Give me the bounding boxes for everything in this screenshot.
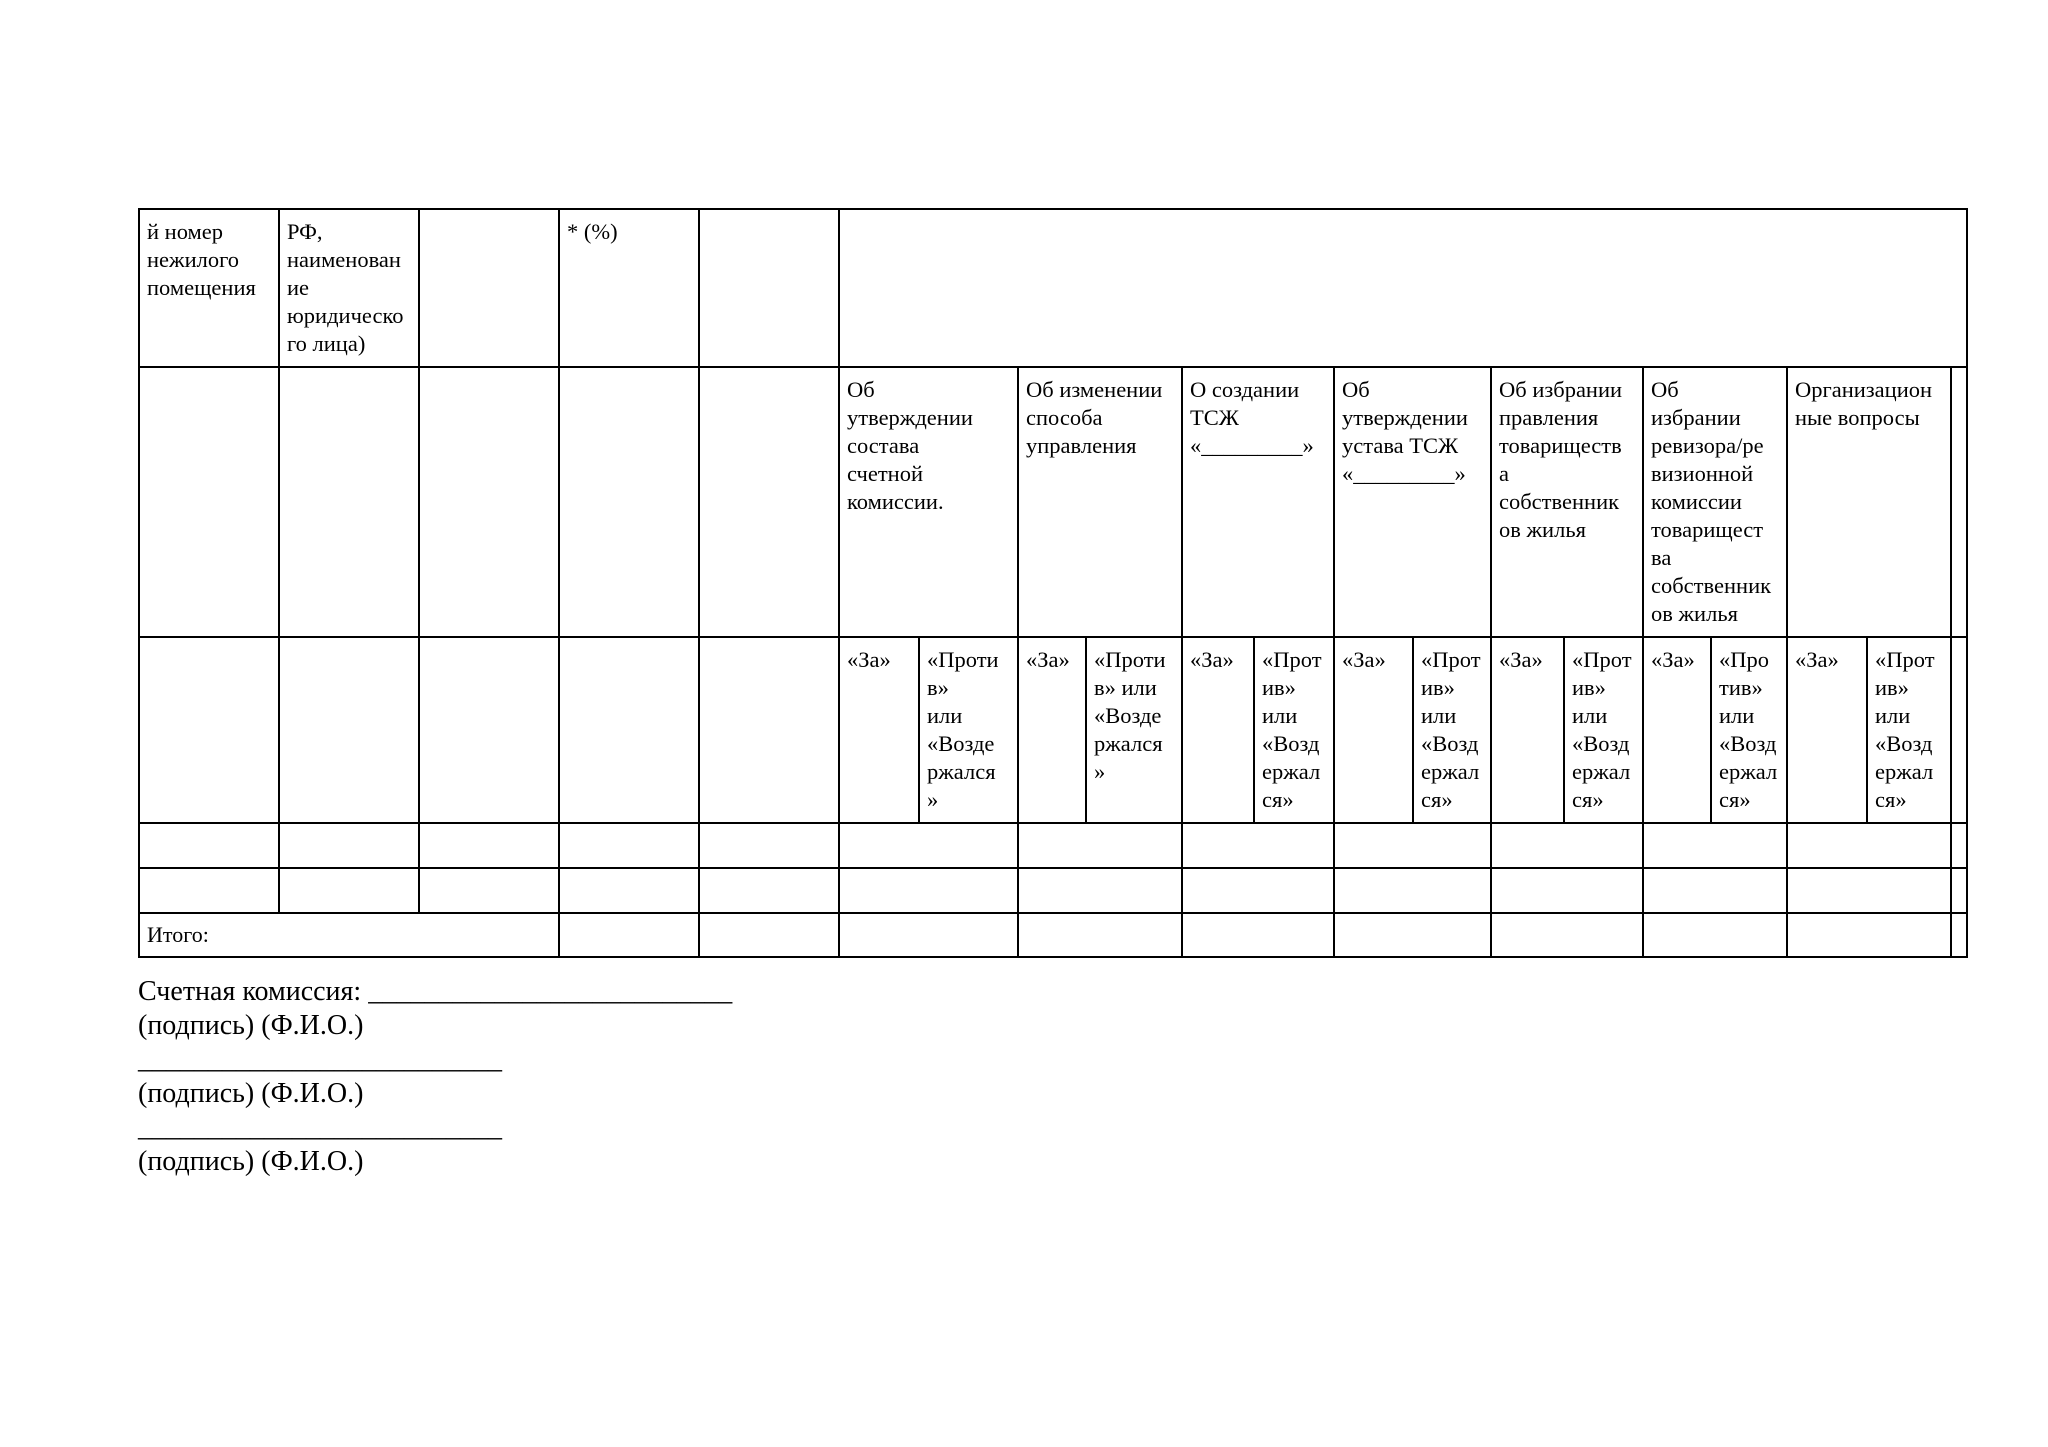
table-cell: [699, 823, 839, 868]
vote-for-6: «За»: [1643, 637, 1711, 823]
voting-results-table-wrapper: [138, 208, 1966, 958]
table-cell: [1018, 868, 1182, 913]
signature-caption: (подпись) (Ф.И.О.): [138, 1146, 364, 1177]
table-cell: [1643, 913, 1787, 957]
table-cell: [139, 868, 279, 913]
table-cell: [1951, 637, 1967, 823]
table-cell: [139, 823, 279, 868]
table-cell: [1018, 823, 1182, 868]
commission-signature-line: Счетная комиссия: __________________________: [138, 976, 733, 1007]
table-cell: [559, 637, 699, 823]
table-row: [139, 823, 1967, 868]
question-2: Об изменении способа управления: [1018, 367, 1182, 637]
header-owner-name: РФ, наименован ие юридическо го лица): [279, 209, 419, 367]
vote-for-4: «За»: [1334, 637, 1413, 823]
table-cell: [839, 823, 1018, 868]
table-cell: [1787, 913, 1951, 957]
signature-line: __________________________: [138, 1044, 502, 1075]
table-cell: [419, 637, 559, 823]
table-cell: [559, 913, 699, 957]
table-cell: [1491, 823, 1643, 868]
table-cell: [1951, 823, 1967, 868]
table-cell: [839, 913, 1018, 957]
table-cell: [699, 637, 839, 823]
question-3: О создании ТСЖ «_________»: [1182, 367, 1334, 637]
vote-against-3: «Прот ив» или «Возд ержал ся»: [1254, 637, 1334, 823]
vote-against-2: «Проти в» или «Возде ржался »: [1086, 637, 1182, 823]
table-cell: [1182, 868, 1334, 913]
voting-results-table: [138, 208, 1968, 958]
header-col5: [699, 209, 839, 367]
table-cell: [1334, 823, 1491, 868]
vote-against-7: «Прот ив» или «Возд ержал ся»: [1867, 637, 1951, 823]
table-cell: [559, 367, 699, 637]
vote-against-4: «Прот ив» или «Возд ержал ся»: [1413, 637, 1491, 823]
table-cell: [699, 367, 839, 637]
vote-for-5: «За»: [1491, 637, 1564, 823]
table-cell: [1018, 913, 1182, 957]
vote-against-5: «Прот ив» или «Возд ержал ся»: [1564, 637, 1643, 823]
header-share-percent: * (%): [559, 209, 699, 367]
table-cell: [699, 868, 839, 913]
table-cell: [419, 823, 559, 868]
table-cell: [279, 868, 419, 913]
vote-for-3: «За»: [1182, 637, 1254, 823]
question-4: Об утверждении устава ТСЖ «_________»: [1334, 367, 1491, 637]
vote-against-1: «Проти в» или «Возде ржался »: [919, 637, 1018, 823]
vote-for-2: «За»: [1018, 637, 1086, 823]
table-cell: [139, 367, 279, 637]
table-cell: [419, 868, 559, 913]
table-cell: [1491, 913, 1643, 957]
header-questions-span: [839, 209, 1967, 367]
question-7: Организацион ные вопросы: [1787, 367, 1951, 637]
table-cell: [1182, 913, 1334, 957]
signature-caption: (подпись) (Ф.И.О.): [138, 1010, 364, 1041]
vote-for-1: «За»: [839, 637, 919, 823]
table-cell: [279, 637, 419, 823]
table-cell: [1334, 868, 1491, 913]
question-6: Об избрании ревизора/ре визионной комиссии товарищест ва собственник ов жилья: [1643, 367, 1787, 637]
table-cell: [279, 367, 419, 637]
table-cell: [1182, 823, 1334, 868]
table-cell: [839, 868, 1018, 913]
total-label: Итого:: [139, 913, 559, 957]
table-cell: [1787, 823, 1951, 868]
table-cell: [279, 823, 419, 868]
signature-block: [138, 975, 732, 1179]
votes-row: [139, 637, 1967, 823]
table-cell: [1951, 868, 1967, 913]
table-cell: [1643, 868, 1787, 913]
vote-against-6: «Про тив» или «Возд ержал ся»: [1711, 637, 1787, 823]
table-cell: [419, 367, 559, 637]
table-cell: [139, 637, 279, 823]
vote-for-7: «За»: [1787, 637, 1867, 823]
question-1: Об утверждении состава счетной комиссии.: [839, 367, 1018, 637]
signature-caption: (подпись) (Ф.И.О.): [138, 1078, 364, 1109]
table-header-row: [139, 209, 1967, 367]
questions-row: [139, 367, 1967, 637]
table-cell: [559, 823, 699, 868]
table-cell: [1643, 823, 1787, 868]
table-cell: [1951, 367, 1967, 637]
total-row: [139, 913, 1967, 957]
question-5: Об избрании правления товариществ а собственник ов жилья: [1491, 367, 1643, 637]
table-cell: [1951, 913, 1967, 957]
signature-line: __________________________: [138, 1112, 502, 1143]
table-row: [139, 868, 1967, 913]
table-cell: [699, 913, 839, 957]
table-cell: [559, 868, 699, 913]
table-cell: [1491, 868, 1643, 913]
header-col3: [419, 209, 559, 367]
table-cell: [1334, 913, 1491, 957]
header-room-number: й номер нежилого помещения: [139, 209, 279, 367]
table-cell: [1787, 868, 1951, 913]
